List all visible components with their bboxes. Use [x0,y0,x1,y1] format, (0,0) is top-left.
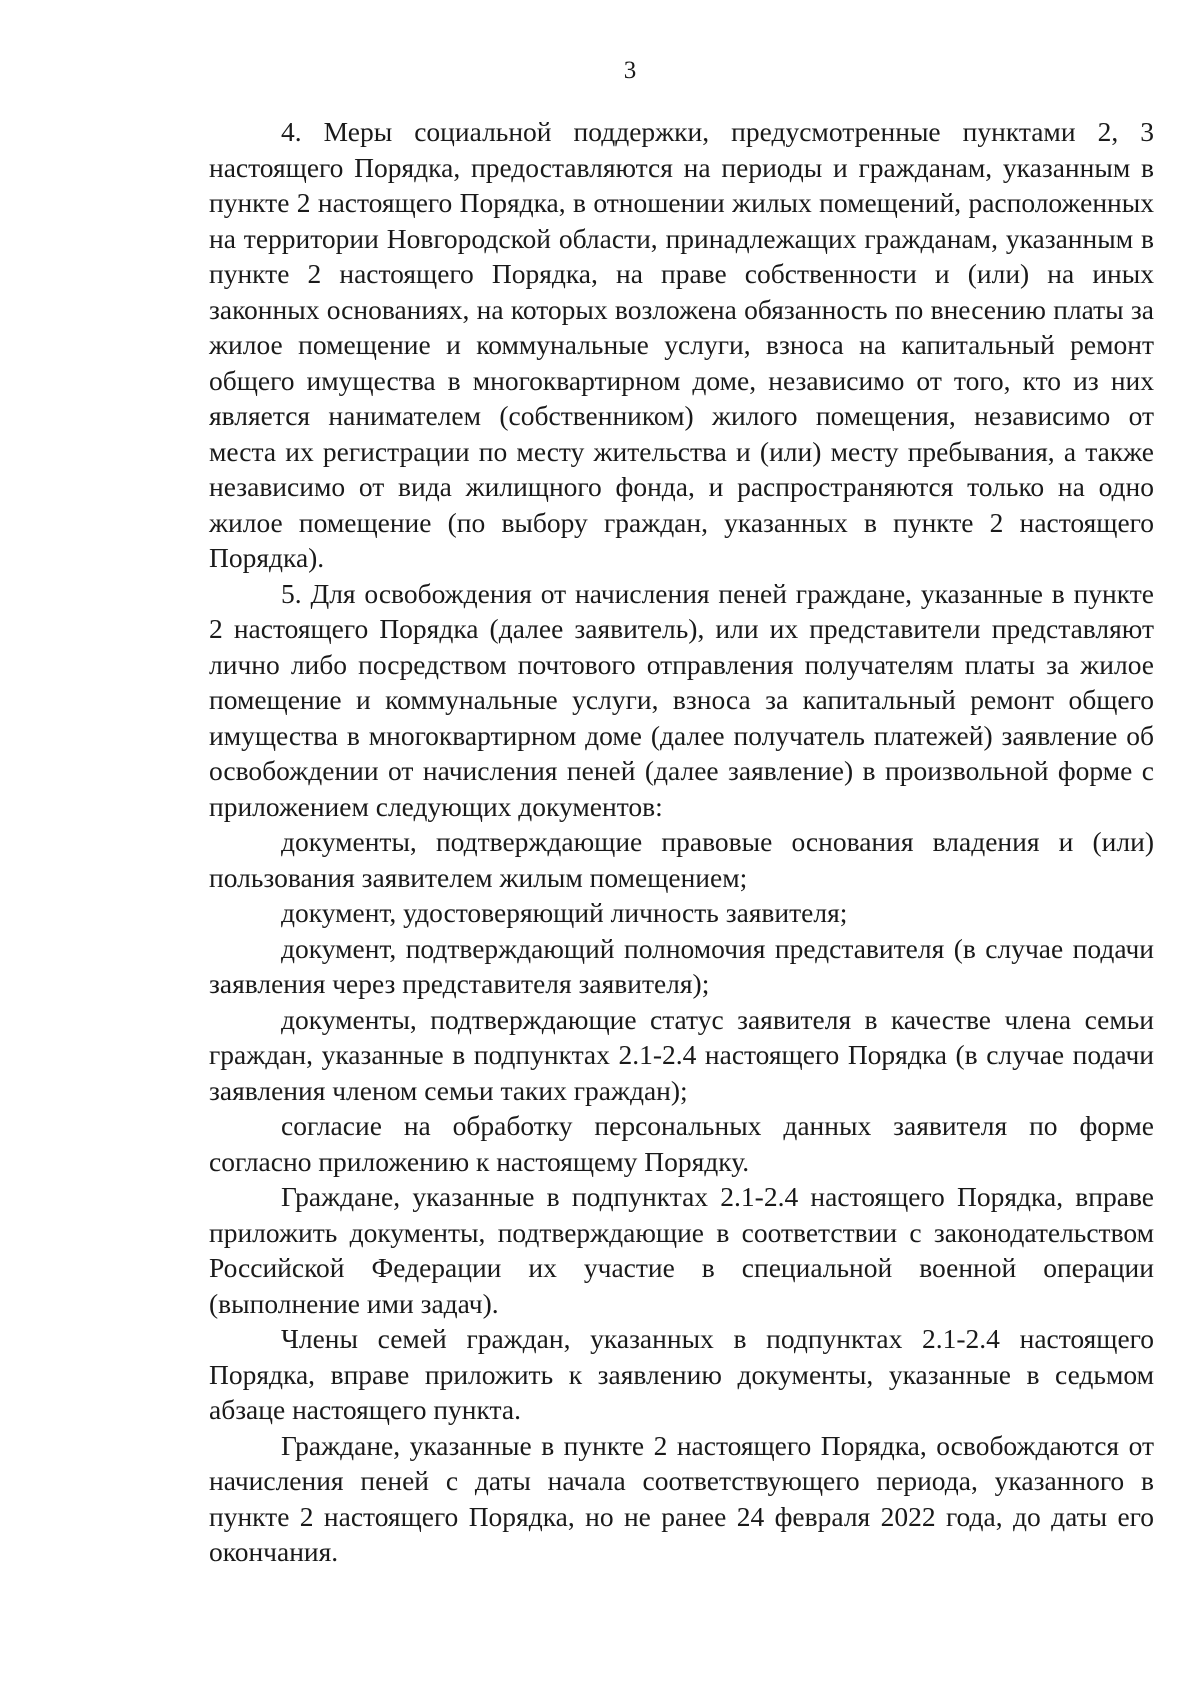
paragraph-item-4: 4. Меры социальной поддержки, предусмотренные пунктами 2, 3 настоящего Порядка, предоставляются на периоды и гражданам, указанным в пункте 2 настоящего Порядка, в отношении жилых помещений, расположенных на территории Новгородской области, принадлежащих гражданам, указанным в пункте 2 настоящего Порядка, на праве собственности и (или) на иных законных основаниях, на которых возложена обязанность по внесению платы за жилое помещение и коммунальные услуги, взноса на капитальный ремонт общего имущества в многоквартирном доме, независимо от того, кто из них является нанимателем (собственником) жилого помещения, независимо от места их регистрации по месту жительства и (или) месту пребывания, а также независимо от вида жилищного фонда, и распространяются только на одно жилое помещение (по выбору граждан, указанных в пункте 2 настоящего Порядка). [209,116,1154,573]
document-list-item: документы, подтверждающие статус заявителя в качестве члена семьи граждан, указанные в подпунктах 2.1-2.4 настоящего Порядка (в случае подачи заявления членом семьи таких граждан); [209,1003,1154,1106]
document-list-item: документ, подтверждающий полномочия представителя (в случае подачи заявления через представителя заявителя); [209,932,1154,999]
document-list-item: документы, подтверждающие правовые основания владения и (или) пользования заявителем жилым помещением; [209,826,1154,893]
paragraph: Члены семей граждан, указанных в подпунктах 2.1-2.4 настоящего Порядка, вправе приложить к заявлению документы, указанные в седьмом абзаце настоящего пункта. [209,1323,1154,1425]
page-number: 3 [623,57,637,84]
paragraph-item-5: 5. Для освобождения от начисления пеней граждане, указанные в пункте 2 настоящего Порядка (далее заявитель), или их представители представляют лично либо посредством почтового отправления получателям платы за жилое помещение и коммунальные услуги, взноса за капитальный ремонт общего имущества в многоквартирном доме (далее получатель платежей) заявление об освобождении от начисления пеней (далее заявление) в произвольной форме с приложением следующих документов: [209,577,1154,822]
paragraph: Граждане, указанные в подпунктах 2.1-2.4 настоящего Порядка, вправе приложить документы, подтверждающие в соответствии с законодательством Российской Федерации их участие в специальной военной операции (выполнение ими задач). [209,1181,1154,1319]
document-list-item: согласие на обработку персональных данных заявителя по форме согласно приложению к настоящему Порядку. [209,1110,1154,1177]
paragraph: Граждане, указанные в пункте 2 настоящего Порядка, освобождаются от начисления пеней с даты начала соответствующего периода, указанного в пункте 2 настоящего Порядка, но не ранее 24 февраля 2022 года, до даты его окончания. [209,1429,1154,1567]
document-body [209,114,1154,1570]
document-list-item: документ, удостоверяющий личность заявителя; [281,897,848,928]
